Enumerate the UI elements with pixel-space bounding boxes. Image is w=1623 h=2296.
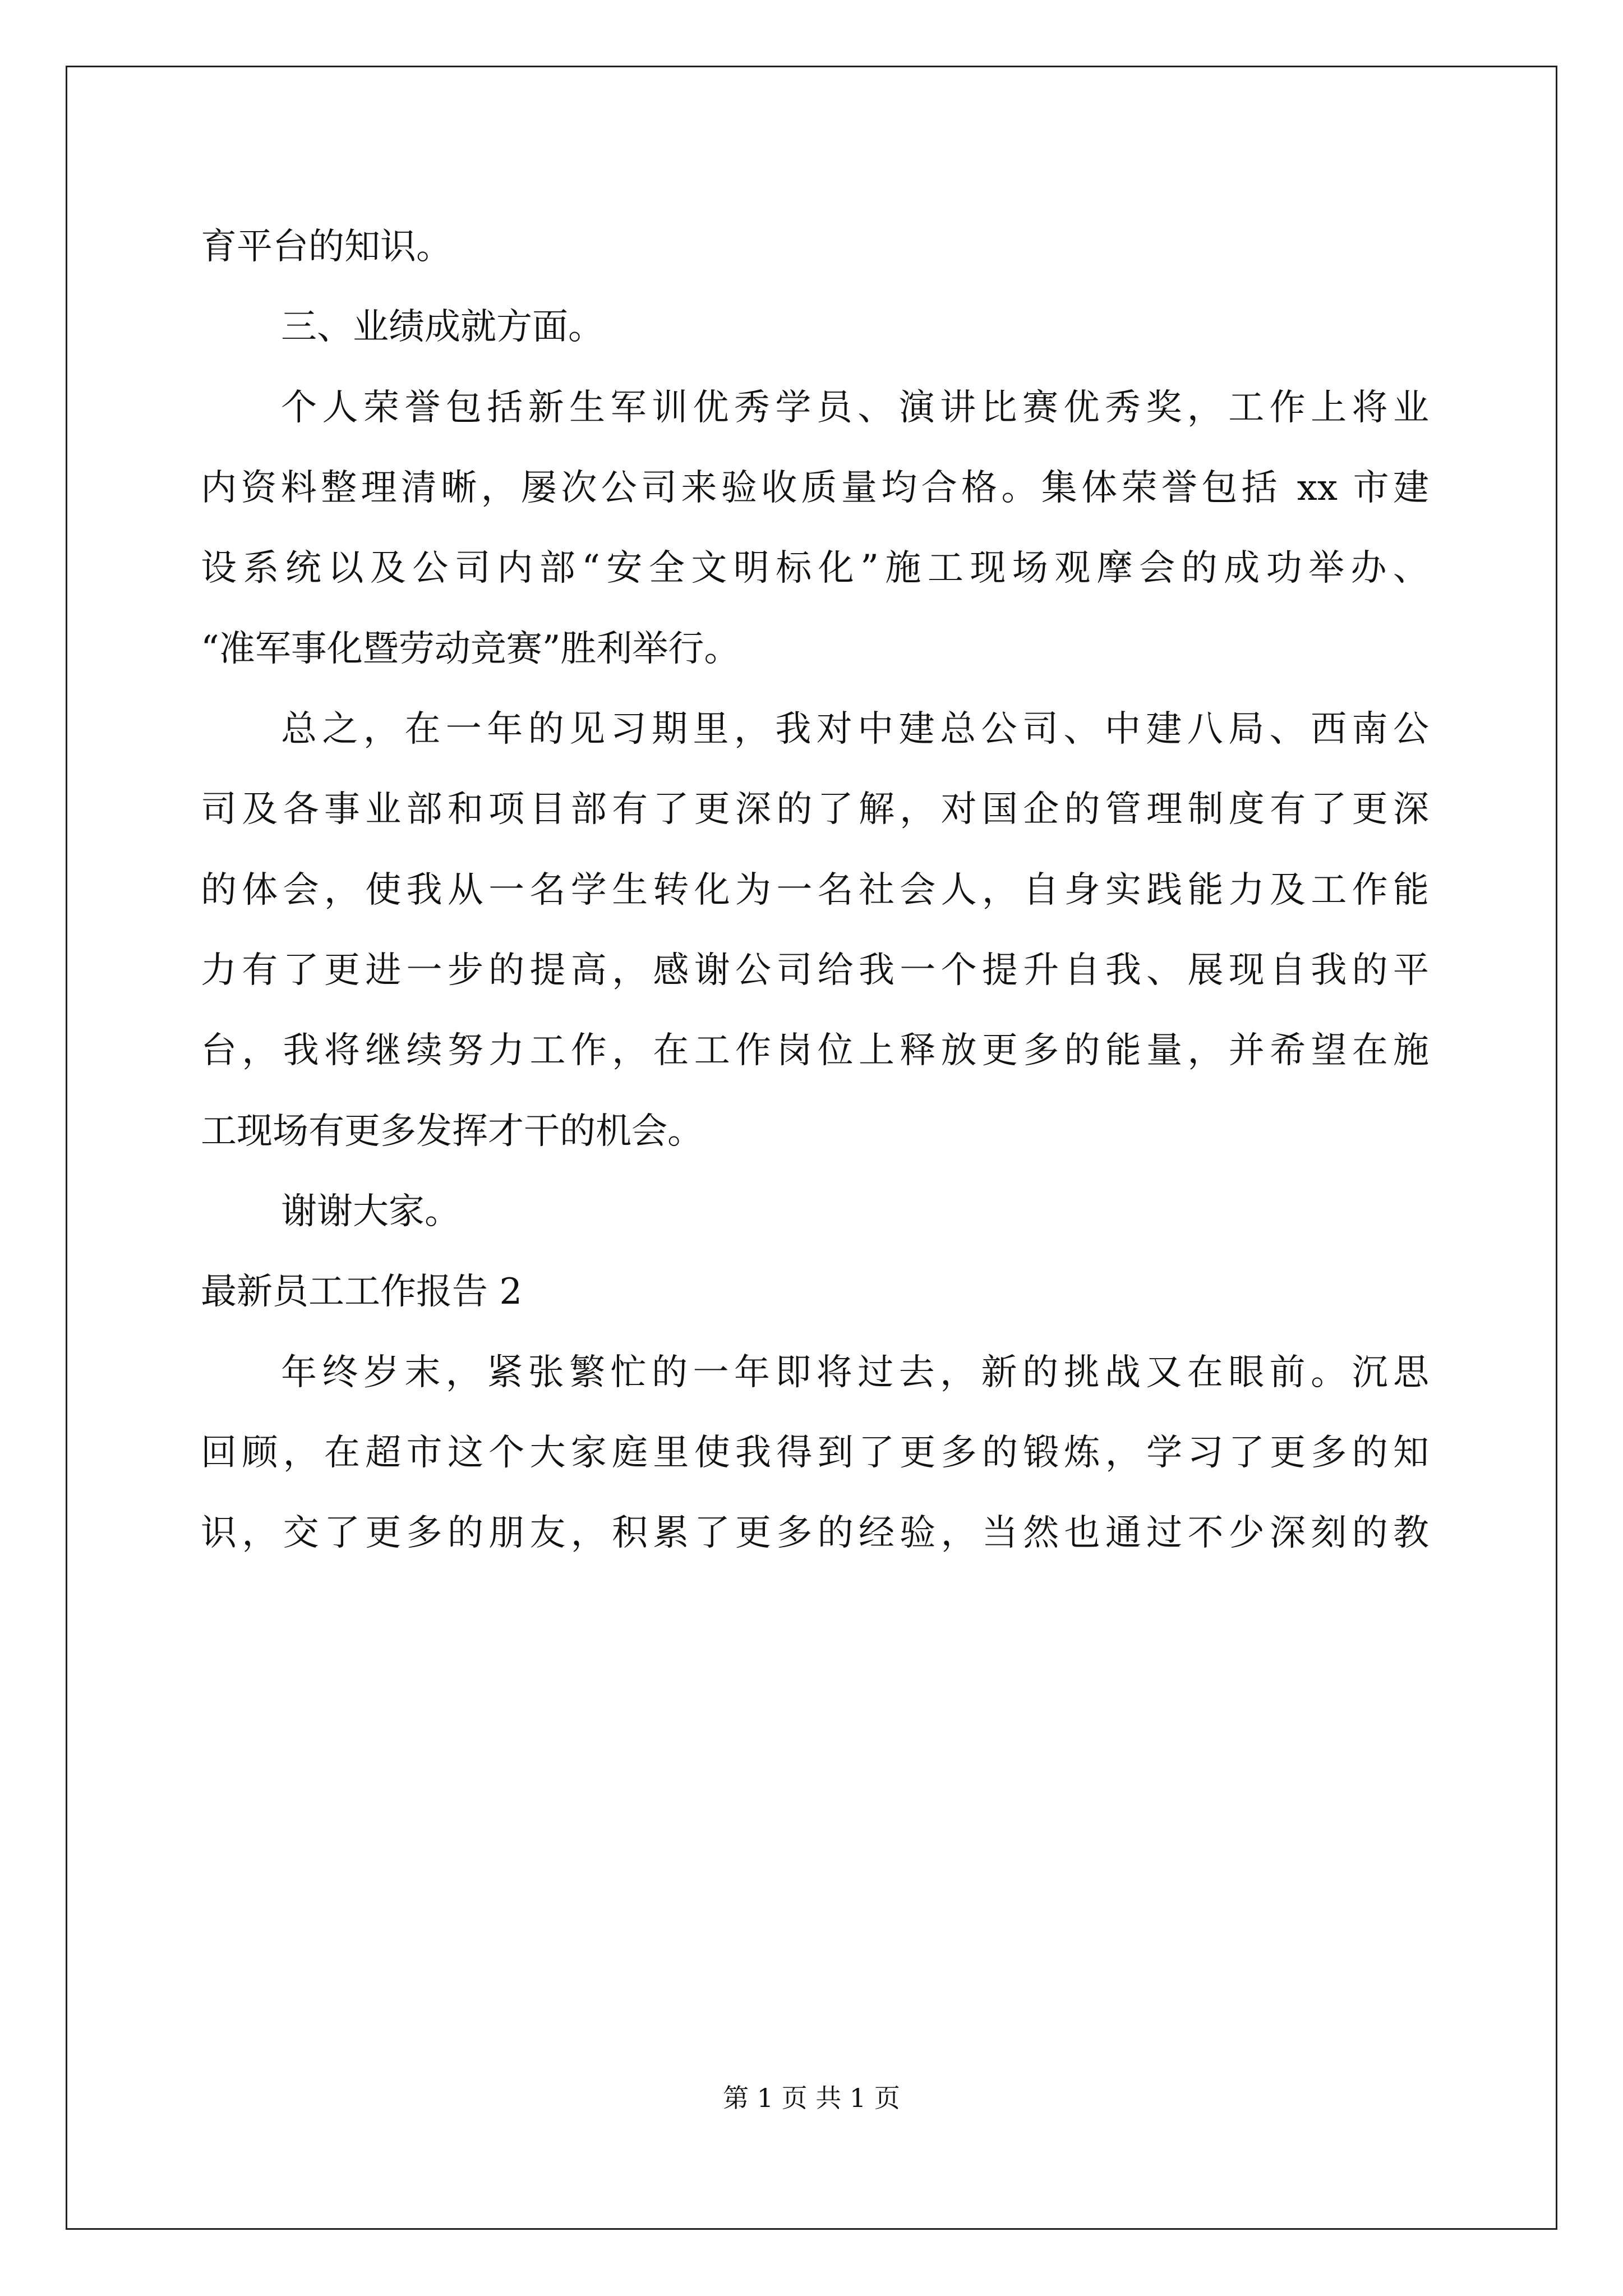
paragraph-line: 回顾，在超市这个大家庭里使我得到了更多的锻炼，学习了更多的知 bbox=[201, 1432, 1429, 1474]
paragraph-line: 育平台的知识。 bbox=[201, 226, 452, 268]
paragraph-line: 台，我将继续努力工作，在工作岗位上释放更多的能量，并希望在施 bbox=[201, 1030, 1429, 1071]
paragraph-line: 谢谢大家。 bbox=[281, 1191, 460, 1232]
paragraph-line: “准军事化暨劳动竞赛”胜利举行。 bbox=[201, 628, 740, 670]
paragraph-line: 的体会，使我从一名学生转化为一名社会人，自身实践能力及工作能 bbox=[201, 869, 1429, 911]
paragraph-line: 总之，在一年的见习期里，我对中建总公司、中建八局、西南公 bbox=[281, 708, 1429, 750]
paragraph-line: 个人荣誉包括新生军训优秀学员、演讲比赛优秀奖，工作上将业 bbox=[281, 387, 1429, 429]
paragraph-line: 识，交了更多的朋友，积累了更多的经验，当然也通过不少深刻的教 bbox=[201, 1512, 1429, 1554]
paragraph-line: 力有了更进一步的提高，感谢公司给我一个提升自我、展现自我的平 bbox=[201, 950, 1429, 991]
page-number-footer: 第 1 页 共 1 页 bbox=[723, 2083, 900, 2113]
section-title: 最新员工工作报告 2 bbox=[201, 1271, 523, 1313]
section-heading: 三、业绩成就方面。 bbox=[281, 306, 604, 348]
paragraph-line: 工现场有更多发挥才干的机会。 bbox=[201, 1111, 703, 1152]
paragraph-line: 内资料整理清晰，屡次公司来验收质量均合格。集体荣誉包括 xx 市建 bbox=[201, 467, 1429, 509]
paragraph-line: 司及各事业部和项目部有了更深的了解，对国企的管理制度有了更深 bbox=[201, 789, 1429, 830]
paragraph-line: 设系统以及公司内部“安全文明标化”施工现场观摩会的成功举办、 bbox=[201, 547, 1429, 589]
paragraph-line: 年终岁末，紧张繁忙的一年即将过去，新的挑战又在眼前。沉思 bbox=[281, 1352, 1429, 1393]
